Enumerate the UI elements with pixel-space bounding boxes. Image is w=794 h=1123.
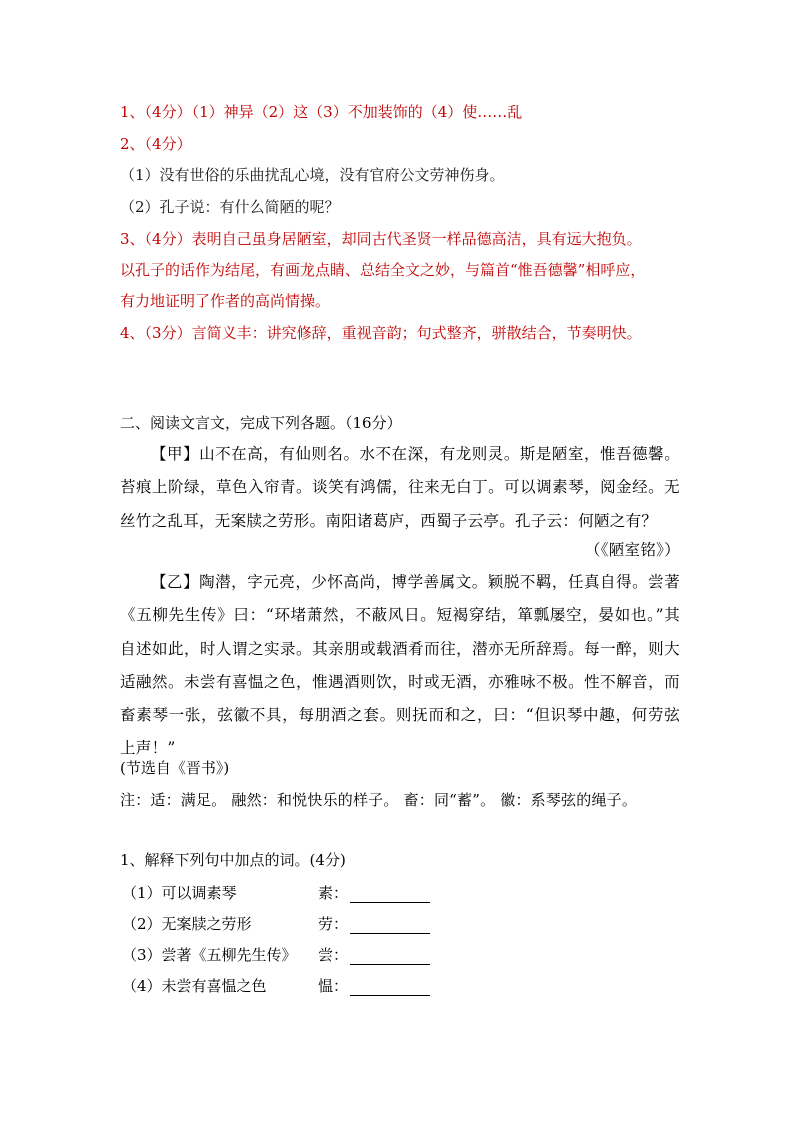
answer-2-part-2: （2）孔子说：有什么简陋的呢？ xyxy=(120,198,340,216)
question-1-item xyxy=(122,976,430,996)
answer-3-line-2: 以孔子的话作为结尾，有画龙点睛、总结全文之妙，与篇首“惟吾德馨”相呼应， xyxy=(120,261,646,279)
passage-jia-source: （《陋室铭》） xyxy=(584,541,680,559)
question-1-item xyxy=(122,945,430,965)
question-word: 尝： xyxy=(318,946,349,964)
question-1-prompt: 1、解释下列句中加点的词。(4分) xyxy=(120,851,346,869)
answer-3-line-1: 3、（4分）表明自己虽身居陋室，却同古代圣贤一样品德高洁，具有远大抱负。 xyxy=(120,230,642,248)
question-word: 愠： xyxy=(318,977,349,995)
answer-blank[interactable] xyxy=(350,979,430,996)
question-sentence: （1）可以调素琴 xyxy=(122,884,237,902)
answer-blank[interactable] xyxy=(350,917,430,934)
answer-1: 1、（4分）（1）神异（2）这（3）不加装饰的（4）使……乱 xyxy=(120,103,523,121)
passage-yi-source: (节选自《晋书》) xyxy=(120,759,230,777)
question-sentence: （2）无案牍之劳形 xyxy=(122,915,252,933)
answer-blank[interactable] xyxy=(350,948,430,965)
answer-4: 4、（3分）言简义丰：讲究修辞，重视音韵；句式整齐，骈散结合，节奏明快。 xyxy=(120,324,642,342)
answer-2-part-1: （1）没有世俗的乐曲扰乱心境，没有官府公文劳神伤身。 xyxy=(120,166,505,184)
question-1-item xyxy=(122,883,430,903)
passage-jia: 【甲】山不在高，有仙则名。水不在深，有龙则灵。斯是陋室，惟吾德馨。苔痕上阶绿，草色入帘青。谈笑有鸿儒，往来无白丁。可以调素琴，阅金经。无丝竹之乱耳，无案牍之劳形。南阳诸葛庐，西蜀子云亭。孔子云：何陋之有？ xyxy=(120,445,680,530)
question-sentence: （3）尝著《五柳先生传》 xyxy=(122,946,297,964)
question-1-item xyxy=(122,914,430,934)
question-sentence: （4）未尝有喜愠之色 xyxy=(122,977,267,995)
section-heading: 二、阅读文言文，完成下列各题。（16分） xyxy=(120,414,402,432)
answer-blank[interactable] xyxy=(350,886,430,903)
answer-3-line-3: 有力地证明了作者的高尚情操。 xyxy=(120,292,331,310)
answer-2-heading: 2、（4分） xyxy=(120,135,192,153)
annotation-note: 注：适：满足。 融然：和悦快乐的样子。 畜：同“蓄”。 徽：系琴弦的绳子。 xyxy=(120,791,638,809)
passage-yi: 【乙】陶潜，字元亮，少怀高尚，博学善属文。颖脱不羁，任真自得。尝著《五柳先生传》曰：“环堵萧然，不蔽风日。短褐穿结，箪瓢屡空，晏如也。”其自述如此，时人谓之实录。其亲朋或载酒肴而往，潜亦无所辞焉。每一醉，则大适融然。未尝有喜愠之色，惟遇酒则饮，时或无酒，亦雅咏不极。性不解音，而畜素琴一张，弦徽不具，每朋酒之套。则抚而和之，曰：“但识琴中趣，何劳弦上声！” xyxy=(120,573,680,758)
question-word: 劳： xyxy=(318,915,349,933)
question-word: 素： xyxy=(318,884,349,902)
